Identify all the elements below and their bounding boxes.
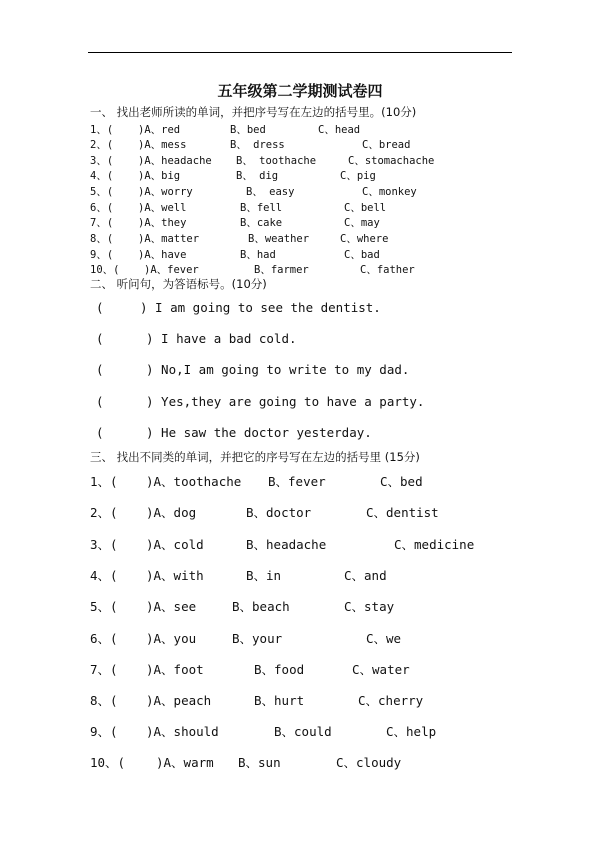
option-a: )A、with bbox=[146, 568, 204, 583]
option-c: C、bad bbox=[344, 249, 380, 261]
answer-text: ) I have a bad cold. bbox=[146, 331, 297, 346]
option-a: )A、toothache bbox=[146, 474, 242, 489]
option-c: C、father bbox=[360, 264, 415, 276]
option-c: C、stay bbox=[344, 599, 395, 614]
item-number[interactable]: 10、( bbox=[90, 755, 126, 770]
option-b: B、had bbox=[240, 249, 276, 261]
option-c: C、help bbox=[386, 724, 437, 739]
option-b: B、doctor bbox=[246, 505, 312, 520]
option-a: )A、dog bbox=[146, 505, 197, 520]
option-b: B、beach bbox=[232, 599, 290, 614]
item-number[interactable]: 2、( bbox=[90, 505, 118, 520]
option-a: )A、big bbox=[138, 170, 181, 182]
option-a: )A、mess bbox=[138, 139, 187, 151]
option-b: B、 dig bbox=[236, 170, 279, 182]
option-a: )A、peach bbox=[146, 693, 212, 708]
answer-bracket[interactable]: ( bbox=[96, 300, 104, 315]
option-a: )A、see bbox=[146, 599, 197, 614]
option-a: )A、headache bbox=[138, 155, 212, 167]
option-b: B、hurt bbox=[254, 693, 305, 708]
option-c: C、where bbox=[340, 233, 389, 245]
item-number[interactable]: 7、( bbox=[90, 217, 114, 229]
option-b: B、food bbox=[254, 662, 305, 677]
option-a: )A、worry bbox=[138, 186, 193, 198]
option-c: C、cherry bbox=[358, 693, 424, 708]
option-b: B、fever bbox=[268, 474, 326, 489]
option-c: C、head bbox=[318, 124, 361, 136]
option-a: )A、fever bbox=[144, 264, 199, 276]
option-c: C、bed bbox=[380, 474, 423, 489]
header-rule bbox=[88, 52, 512, 53]
option-b: B、weather bbox=[248, 233, 310, 245]
option-b: B、 toothache bbox=[236, 155, 317, 167]
item-number[interactable]: 3、( bbox=[90, 155, 114, 167]
option-b: B、sun bbox=[238, 755, 281, 770]
option-a: )A、should bbox=[146, 724, 219, 739]
option-a: )A、warm bbox=[156, 755, 214, 770]
option-a: )A、matter bbox=[138, 233, 200, 245]
item-number[interactable]: 9、( bbox=[90, 724, 118, 739]
item-number[interactable]: 8、( bbox=[90, 233, 114, 245]
option-b: B、 easy bbox=[246, 186, 295, 198]
answer-bracket[interactable]: ( bbox=[96, 425, 104, 440]
item-number[interactable]: 1、( bbox=[90, 124, 114, 136]
option-c: C、and bbox=[344, 568, 387, 583]
item-number[interactable]: 1、( bbox=[90, 474, 118, 489]
option-c: C、we bbox=[366, 631, 402, 646]
option-c: C、medicine bbox=[394, 537, 475, 552]
answer-text: ) He saw the doctor yesterday. bbox=[146, 425, 372, 440]
item-number[interactable]: 6、( bbox=[90, 202, 114, 214]
option-b: B、could bbox=[274, 724, 332, 739]
answer-bracket[interactable]: ( bbox=[96, 362, 104, 377]
option-b: B、farmer bbox=[254, 264, 309, 276]
option-a: )A、cold bbox=[146, 537, 204, 552]
option-c: C、bread bbox=[362, 139, 411, 151]
answer-text: ) I am going to see the dentist. bbox=[140, 300, 381, 315]
option-a: )A、red bbox=[138, 124, 181, 136]
item-number[interactable]: 3、( bbox=[90, 537, 118, 552]
option-a: )A、have bbox=[138, 249, 187, 261]
option-a: )A、foot bbox=[146, 662, 204, 677]
item-number[interactable]: 4、( bbox=[90, 170, 114, 182]
item-number[interactable]: 7、( bbox=[90, 662, 118, 677]
option-b: B、headache bbox=[246, 537, 327, 552]
item-number[interactable]: 4、( bbox=[90, 568, 118, 583]
section2-heading: 二、 听问句，为答语标号。(10分) bbox=[90, 277, 267, 291]
item-number[interactable]: 5、( bbox=[90, 599, 118, 614]
option-b: B、fell bbox=[240, 202, 283, 214]
option-c: C、water bbox=[352, 662, 410, 677]
option-a: )A、they bbox=[138, 217, 187, 229]
section3-heading: 三、 找出不同类的单词，并把它的序号写在左边的括号里 (15分) bbox=[90, 450, 420, 464]
option-b: B、cake bbox=[240, 217, 283, 229]
option-b: B、your bbox=[232, 631, 283, 646]
option-a: )A、well bbox=[138, 202, 187, 214]
option-b: B、 dress bbox=[230, 139, 285, 151]
answer-bracket[interactable]: ( bbox=[96, 331, 104, 346]
page-title: 五年级第二学期测试卷四 bbox=[217, 82, 383, 100]
item-number[interactable]: 9、( bbox=[90, 249, 114, 261]
option-c: C、bell bbox=[344, 202, 387, 214]
answer-bracket[interactable]: ( bbox=[96, 394, 104, 409]
option-b: B、bed bbox=[230, 124, 266, 136]
option-c: C、stomachache bbox=[348, 155, 435, 167]
option-c: C、cloudy bbox=[336, 755, 402, 770]
item-number[interactable]: 10、( bbox=[90, 264, 120, 276]
item-number[interactable]: 6、( bbox=[90, 631, 118, 646]
item-number[interactable]: 8、( bbox=[90, 693, 118, 708]
item-number[interactable]: 2、( bbox=[90, 139, 114, 151]
option-c: C、pig bbox=[340, 170, 376, 182]
answer-text: ) Yes,they are going to have a party. bbox=[146, 394, 425, 409]
answer-text: ) No,I am going to write to my dad. bbox=[146, 362, 410, 377]
option-a: )A、you bbox=[146, 631, 197, 646]
option-c: C、monkey bbox=[362, 186, 417, 198]
option-b: B、in bbox=[246, 568, 282, 583]
item-number[interactable]: 5、( bbox=[90, 186, 114, 198]
option-c: C、dentist bbox=[366, 505, 439, 520]
option-c: C、may bbox=[344, 217, 380, 229]
section1-heading: 一、 找出老师所读的单词，并把序号写在左边的括号里。(10分) bbox=[90, 105, 417, 119]
